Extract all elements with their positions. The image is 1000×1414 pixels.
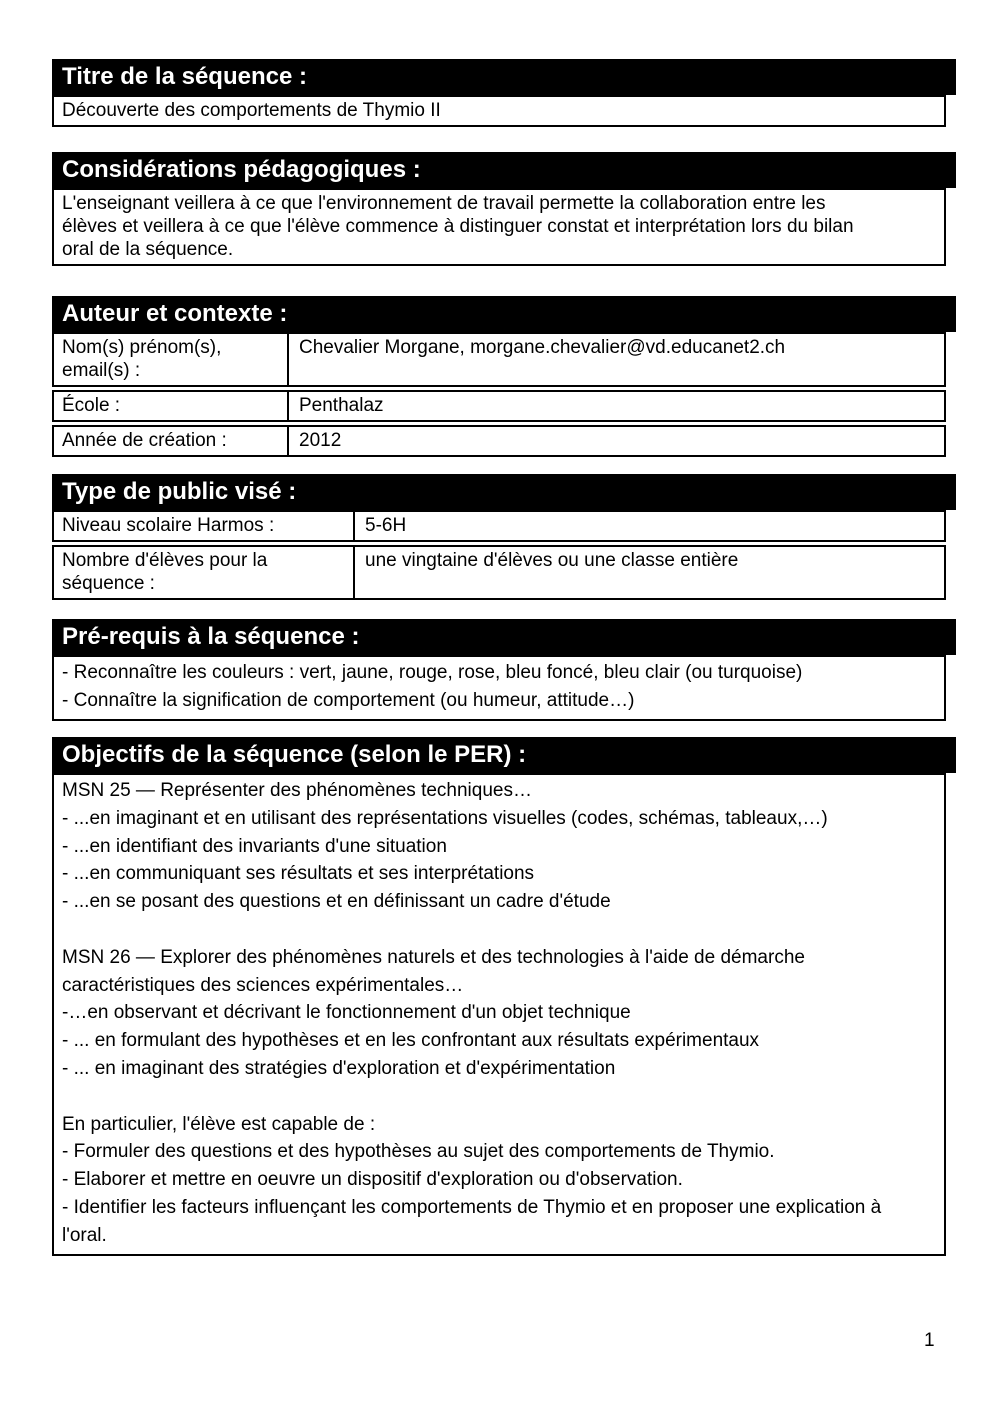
text-line: - ...en communiquant ses résultats et ses interprétations	[62, 863, 535, 885]
text-line: - ... en imaginant des stratégies d'exploration et d'expérimentation	[62, 1057, 616, 1079]
section-body	[52, 95, 946, 127]
text-line: - ... en formulant des hypothèses et en les confrontant aux résultats expérimentaux	[62, 1030, 760, 1052]
text-line: - Reconnaître les couleurs : vert, jaune, rouge, rose, bleu foncé, bleu clair (ou turquoise)	[62, 662, 803, 683]
row-label	[54, 512, 355, 540]
table-row	[52, 390, 946, 422]
section-objectifs-per	[52, 737, 956, 1256]
text-line: - ...en imaginant et en utilisant des représentations visuelles (codes, schémas, tableaux,…)	[62, 807, 828, 829]
table-row	[52, 332, 946, 387]
section-body	[52, 188, 946, 266]
section-header: Type de public visé :	[52, 474, 956, 510]
row-value	[355, 547, 944, 598]
text-line: - Formuler des questions et des hypothèses au sujet des comportements de Thymio.	[62, 1141, 775, 1163]
text-line: élèves et veillera à ce que l'élève commence à distinguer constat et interprétation lors du bilan	[62, 216, 854, 237]
label-line: Nombre d'élèves pour la	[62, 550, 268, 571]
section-header: Titre de la séquence :	[52, 59, 956, 95]
text-line: Découverte des comportements de Thymio II	[62, 100, 441, 121]
label-line: email(s) :	[62, 360, 141, 381]
section-header: Auteur et contexte :	[52, 296, 956, 332]
text-line: En particulier, l'élève est capable de :	[62, 1113, 376, 1135]
value-line: une vingtaine d'élèves ou une classe entière	[365, 550, 739, 571]
value-line: Penthalaz	[299, 395, 384, 416]
value-line: 2012	[299, 430, 342, 451]
text-line: - Identifier les facteurs influençant les comportements de Thymio et en proposer une explication à	[62, 1196, 882, 1218]
text-line: oral de la séquence.	[62, 239, 234, 260]
text-line: caractéristiques des sciences expérimentales…	[62, 974, 464, 996]
section-type-de-public-vise	[52, 474, 956, 600]
blank-line	[62, 1083, 936, 1111]
blank-line	[62, 916, 936, 944]
section-considerations-pedagogiques	[52, 152, 956, 266]
text-line: - Elaborer et mettre en oeuvre un dispositif d'exploration ou d'observation.	[62, 1169, 683, 1191]
text-line: - Connaître la signification de comportement (ou humeur, attitude…)	[62, 689, 635, 711]
section-auteur-et-contexte	[52, 296, 956, 457]
section-header: Considérations pédagogiques :	[52, 152, 956, 188]
section-pre-requis	[52, 619, 956, 721]
table-row	[52, 510, 946, 542]
row-label	[54, 547, 355, 598]
table-row	[52, 425, 946, 457]
text-line: l'oral.	[62, 1224, 107, 1246]
text-line: - ...en se posant des questions et en définissant un cadre d'étude	[62, 891, 611, 913]
text-line: - ...en identifiant des invariants d'une situation	[62, 835, 447, 857]
row-value	[289, 392, 944, 420]
page-number: 1	[924, 1330, 935, 1351]
label-line: Niveau scolaire Harmos :	[62, 515, 275, 536]
row-label	[54, 334, 289, 385]
row-value	[355, 512, 944, 540]
value-line: Chevalier Morgane, morgane.chevalier@vd.educanet2.ch	[299, 337, 786, 358]
section-header: Pré-requis à la séquence :	[52, 619, 956, 655]
label-line: Nom(s) prénom(s),	[62, 337, 222, 358]
section-header: Objectifs de la séquence (selon le PER) :	[52, 737, 956, 773]
text-line: L'enseignant veillera à ce que l'environnement de travail permette la collaboration entre les	[62, 193, 826, 214]
label-line: séquence :	[62, 573, 155, 594]
section-titre-de-la-sequence	[52, 59, 956, 127]
text-line: -…en observant et décrivant le fonctionnement d'un objet technique	[62, 1002, 631, 1024]
section-body	[52, 655, 946, 721]
row-label	[54, 427, 289, 455]
label-line: Année de création :	[62, 430, 227, 451]
table-row	[52, 545, 946, 600]
row-value	[289, 334, 944, 385]
text-line: MSN 26 — Explorer des phénomènes naturels et des technologies à l'aide de démarche	[62, 946, 805, 968]
row-label	[54, 392, 289, 420]
label-line: École :	[62, 395, 121, 416]
text-line: MSN 25 — Représenter des phénomènes techniques…	[62, 780, 532, 801]
value-line: 5-6H	[365, 515, 407, 536]
row-value	[289, 427, 944, 455]
section-body	[52, 773, 946, 1256]
